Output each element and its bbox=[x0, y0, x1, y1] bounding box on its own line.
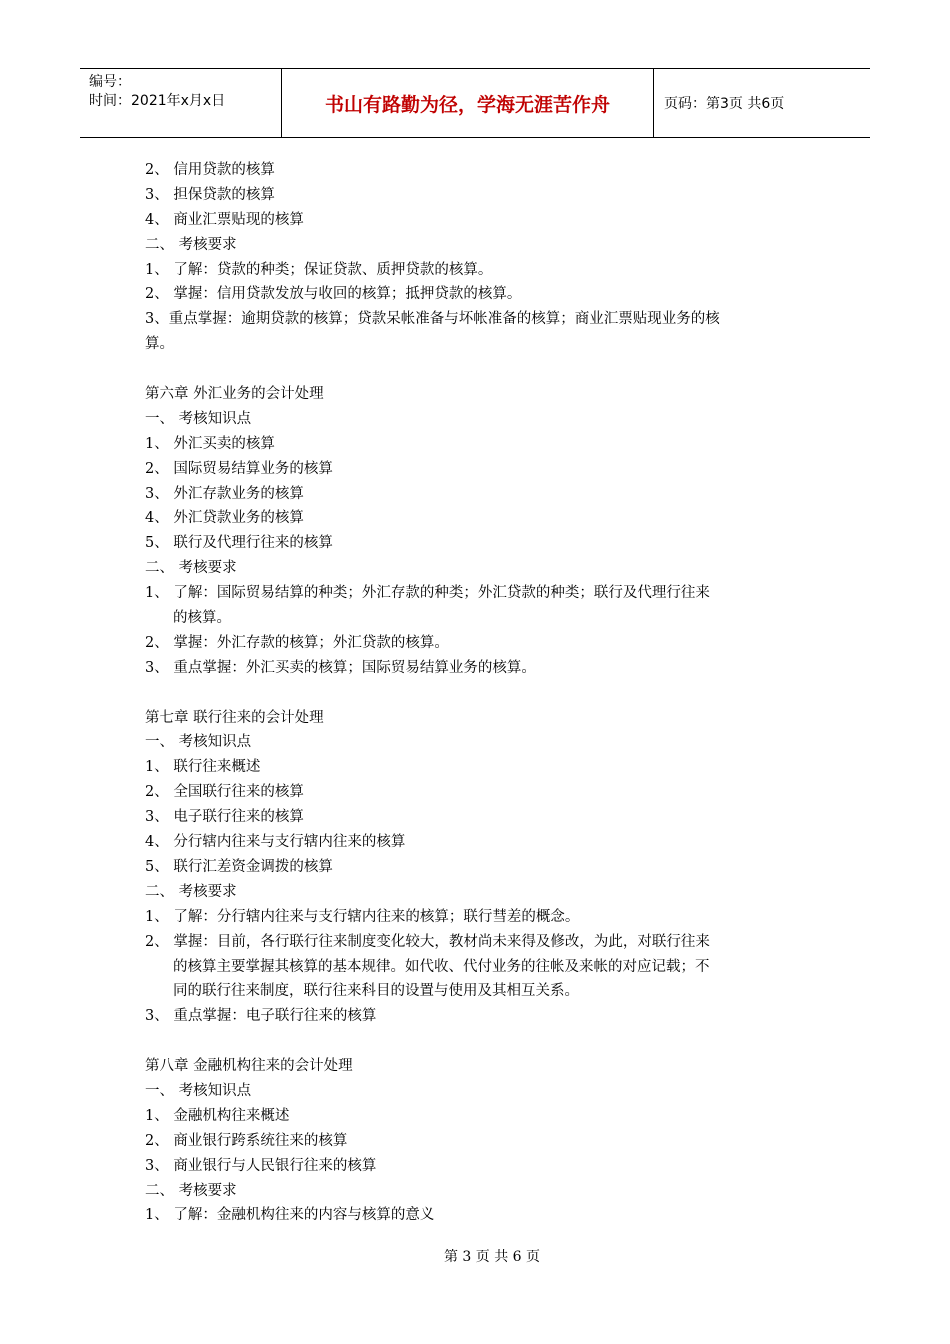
list-item-continuation: 的核算。 bbox=[173, 610, 231, 627]
header-page-cell bbox=[654, 69, 870, 137]
list-item: 1、 了解：贷款的种类；保证贷款、质押贷款的核算。 bbox=[145, 261, 493, 278]
section-heading: 二、 考核要求 bbox=[145, 560, 237, 577]
section-heading: 二、 考核要求 bbox=[145, 883, 237, 900]
section-heading: 一、 考核知识点 bbox=[145, 1082, 252, 1099]
list-item: 2、 掌握：外汇存款的核算；外汇贷款的核算。 bbox=[145, 634, 449, 651]
list-item: 3、 商业银行与人民银行往来的核算 bbox=[145, 1157, 377, 1174]
list-item: 1、 了解：金融机构往来的内容与核算的意义 bbox=[145, 1207, 435, 1224]
doc-date-label: 时间：2021年x月x日 bbox=[89, 93, 226, 109]
list-item: 3、 外汇存款业务的核算 bbox=[145, 485, 304, 502]
section-heading: 二、 考核要求 bbox=[145, 1182, 237, 1199]
list-item-continuation: 同的联行往来制度，联行往来科目的设置与使用及其相互关系。 bbox=[173, 983, 579, 1000]
list-item: 5、 联行及代理行往来的核算 bbox=[145, 535, 333, 552]
list-item: 2、 掌握：目前，各行联行往来制度变化较大，教材尚未来得及修改，为此，对联行往来 bbox=[145, 933, 710, 950]
doc-number-label: 编号： bbox=[89, 74, 131, 90]
list-item: 1、 外汇买卖的核算 bbox=[145, 435, 275, 452]
list-item: 4、 外汇贷款业务的核算 bbox=[145, 510, 304, 527]
list-item-continuation: 的核算主要掌握其核算的基本规律。如代收、代付业务的往帐及来帐的对应记载；不 bbox=[173, 958, 710, 975]
list-item: 4、 商业汇票贴现的核算 bbox=[145, 211, 304, 228]
list-item: 1、 联行往来概述 bbox=[145, 759, 261, 776]
list-item: 3、 担保贷款的核算 bbox=[145, 186, 275, 203]
header-left-cell bbox=[80, 69, 282, 137]
list-item: 3、重点掌握：逾期贷款的核算；贷款呆帐准备与坏帐准备的核算；商业汇票贴现业务的核 bbox=[145, 311, 720, 328]
list-item: 2、 国际贸易结算业务的核算 bbox=[145, 460, 333, 477]
page-footer: 第 3 页 共 6 页 bbox=[443, 1249, 541, 1265]
list-item: 2、 商业银行跨系统往来的核算 bbox=[145, 1132, 348, 1149]
header-motto-cell bbox=[282, 69, 654, 137]
list-item-continuation: 算。 bbox=[145, 336, 174, 353]
list-item: 2、 全国联行往来的核算 bbox=[145, 784, 304, 801]
list-item: 2、 掌握：信用贷款发放与收回的核算；抵押贷款的核算。 bbox=[145, 286, 522, 303]
document-body bbox=[145, 158, 817, 1228]
chapter-title: 第八章 金融机构往来的会计处理 bbox=[145, 1058, 353, 1075]
page-header bbox=[80, 68, 870, 138]
list-item: 4、 分行辖内往来与支行辖内往来的核算 bbox=[145, 834, 406, 851]
list-item: 3、 重点掌握：外汇买卖的核算；国际贸易结算业务的核算。 bbox=[145, 659, 536, 676]
list-item: 1、 了解：分行辖内往来与支行辖内往来的核算；联行彗差的概念。 bbox=[145, 908, 580, 925]
chapter-title: 第六章 外汇业务的会计处理 bbox=[145, 386, 324, 403]
section-heading: 二、 考核要求 bbox=[145, 236, 237, 253]
section-heading: 一、 考核知识点 bbox=[145, 410, 252, 427]
list-item: 3、 重点掌握：电子联行往来的核算 bbox=[145, 1008, 377, 1025]
section-heading: 一、 考核知识点 bbox=[145, 734, 252, 751]
header-page-label: 页码：第3页 共6页 bbox=[664, 96, 785, 112]
list-item: 3、 电子联行往来的核算 bbox=[145, 809, 304, 826]
list-item: 2、 信用贷款的核算 bbox=[145, 162, 275, 178]
chapter-title: 第七章 联行往来的会计处理 bbox=[145, 709, 324, 726]
list-item: 1、 金融机构往来概述 bbox=[145, 1107, 290, 1124]
list-item: 5、 联行汇差资金调拨的核算 bbox=[145, 858, 333, 875]
list-item: 1、 了解：国际贸易结算的种类；外汇存款的种类；外汇贷款的种类；联行及代理行往来 bbox=[145, 585, 710, 602]
header-motto: 书山有路勤为径，学海无涯苦作舟 bbox=[324, 93, 610, 116]
